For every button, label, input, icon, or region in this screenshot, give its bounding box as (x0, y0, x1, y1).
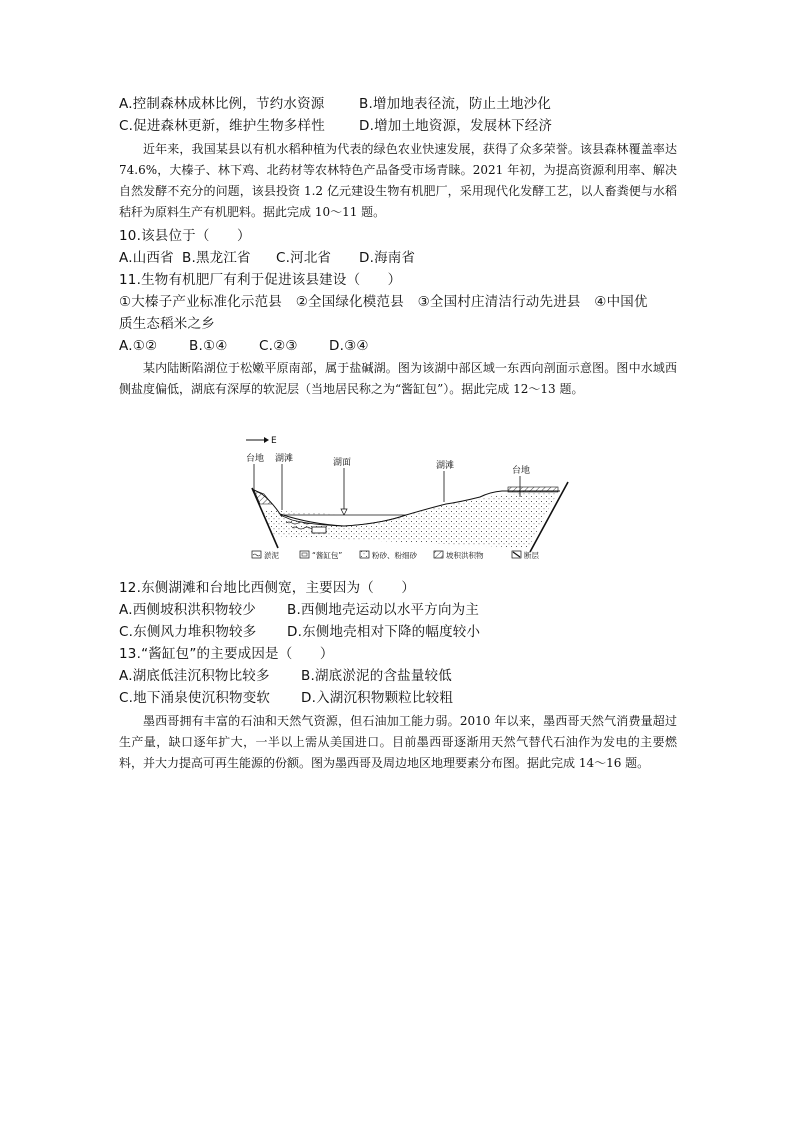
legend-sand-swatch (360, 551, 369, 558)
legend (252, 550, 539, 560)
q13-option-d: D.入湖沉积物颗粒比较粗 (301, 690, 454, 706)
q10-option-a: A.山西省 (119, 250, 174, 266)
lake-cross-section-figure (240, 430, 580, 562)
q13-options-row-2 (119, 688, 453, 708)
q12-option-a: A.西侧坡积洪积物较少 (119, 602, 256, 618)
q9-option-d: D.增加土地资源，发展林下经济 (359, 118, 553, 134)
label-west-plateau: 台地 (246, 454, 265, 464)
legend-jianggangbao: “酱缸包” (312, 551, 343, 560)
cross-section-svg (240, 430, 580, 562)
q9-option-a: A.控制森林成林比例，节约水资源 (119, 96, 325, 112)
q9-option-b: B.增加地表径流，防止土地沙化 (359, 96, 552, 112)
q11-option-b: B.①④ (189, 338, 228, 354)
q11-items-line-1: ①大榛子产业标准化示范县 ②全国绿化模范县 ③全国村庄清洁行动先进县 ④中国优 (119, 294, 648, 310)
q11-items-line-2: 质生态稻米之乡 (119, 316, 215, 332)
legend-sand: 粉砂、粉细砂 (372, 551, 417, 560)
q13-stem: 13.“酱缸包”的主要成因是（ ） (119, 646, 334, 662)
q10-option-d: D.海南省 (359, 250, 416, 266)
east-slope-deposit (508, 487, 558, 492)
q10-option-c: C.河北省 (276, 250, 332, 266)
legend-deposit-swatch (434, 551, 443, 558)
passage-14-16: 墨西哥拥有丰富的石油和天然气资源，但石油加工能力弱。2010 年以来，墨西哥天然气消费量超过生产量，缺口逐年扩大，一半以上需从美国进口。目前墨西哥逐渐用天然气替代石油作为发电的主要燃料，并大力提高可再生能源的份额。图为墨西哥及周边地区地理要素分布图。据此完成 14～16 题。 (119, 714, 677, 770)
label-west-beach: 湖滩 (275, 454, 294, 464)
q9-options-row-2 (119, 116, 552, 136)
q13-option-a: A.湖底低洼沉积物比较多 (119, 668, 270, 684)
q12-options-row-1 (119, 600, 479, 620)
legend-deposit: 坡积洪积物 (446, 551, 484, 560)
q11-option-c: C.②③ (259, 338, 298, 354)
q11-option-d: D.③④ (329, 338, 369, 354)
water-level-marker (341, 509, 347, 515)
q13-option-c: C.地下涌泉使沉积物变软 (119, 690, 271, 706)
q11-stem: 11.生物有机肥厂有利于促进该县建设（ ） (119, 272, 402, 288)
q13-options-row-1 (119, 666, 452, 686)
q12-options-row-2 (119, 622, 480, 642)
direction-label: E (271, 436, 277, 446)
q12-option-c: C.东侧风力堆积物较多 (119, 624, 257, 640)
q12-stem: 12.东侧湖滩和台地比西侧宽，主要因为（ ） (119, 580, 416, 596)
legend-fault: 断层 (524, 551, 539, 560)
q13-option-b: B.湖底淤泥的含盐量较低 (301, 668, 452, 684)
jianggangbao-layer (312, 527, 326, 533)
passage-12-13: 某内陆断陷湖位于松嫩平原南部，属于盐碱湖。图为该湖中部区域一东西向剖面示意图。图中水域西侧盐度偏低，湖底有深厚的软泥层（当地居民称之为“酱缸包”）。据此完成 12～13 题。 (119, 361, 677, 396)
q9-option-c: C.促进森林更新，维护生物多样性 (119, 118, 325, 134)
direction-arrow (246, 437, 269, 443)
q11-option-a: A.①② (119, 338, 158, 354)
label-east-beach: 湖滩 (436, 461, 455, 471)
label-east-plateau: 台地 (512, 466, 531, 476)
q12-option-d: D.东侧地壳相对下降的幅度较小 (287, 624, 481, 640)
q10-stem: 10.该县位于（ ） (119, 228, 251, 244)
q10-option-b: B.黑龙江省 (182, 250, 251, 266)
legend-mud: 淤泥 (264, 551, 279, 560)
passage-10-11: 近年来，我国某县以有机水稻种植为代表的绿色农业快速发展，获得了众多荣誉。该县森林覆盖率达 74.6%，大榛子、林下鸡、北药材等农林特色产品备受市场青睐。2021 年初，为提高资源利用率、解决自然发酵不充分的问题，该县投资 1.2 亿元建设生物有机肥厂，采用现代化发酵工艺，以人畜粪便与水稻秸秆为原料生产有机肥料。据此完成 10～11 题。 (119, 142, 677, 219)
q10-options (119, 248, 415, 268)
q12-option-b: B.西侧地壳运动以水平方向为主 (287, 602, 480, 618)
label-lake-surface: 湖面 (333, 458, 352, 468)
q9-options-row-1 (119, 94, 551, 114)
q11-options (119, 336, 369, 356)
